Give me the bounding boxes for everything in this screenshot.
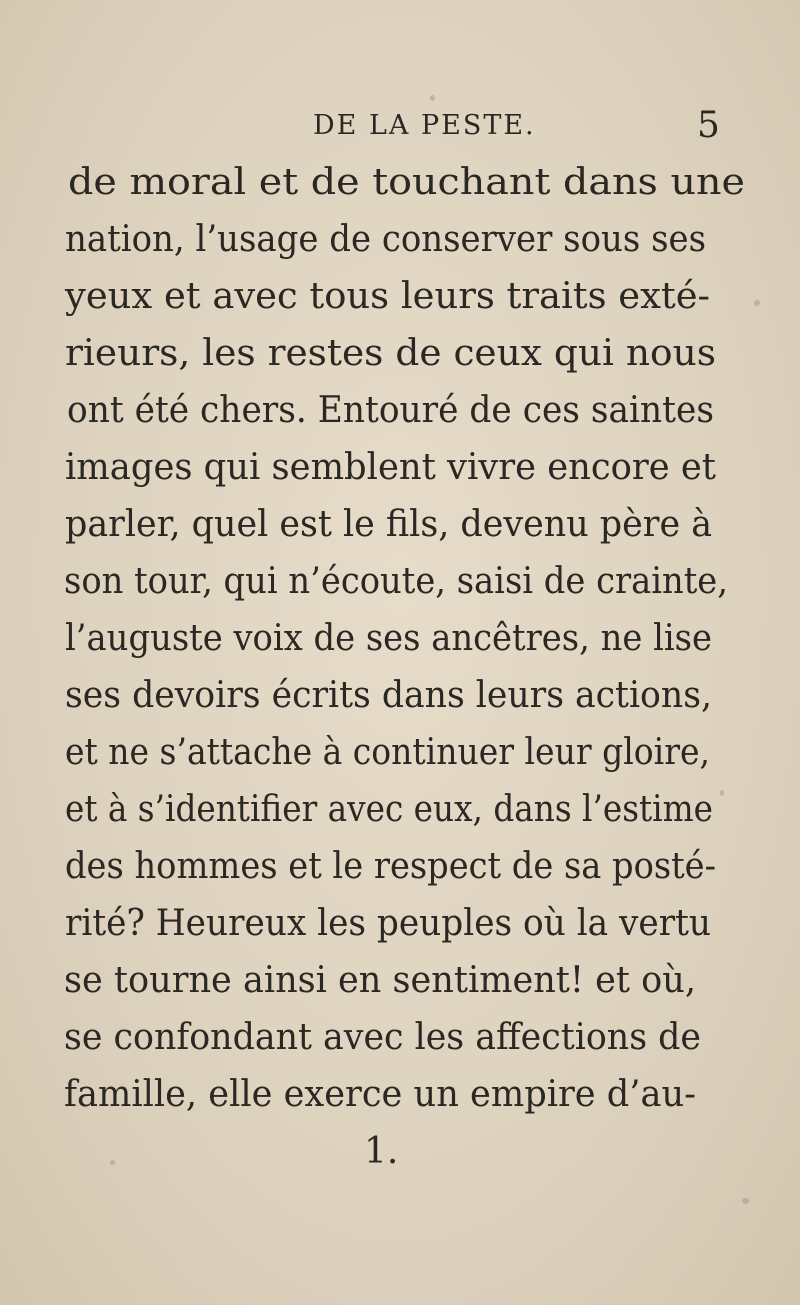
paper-speck	[720, 790, 724, 796]
paper-speck	[110, 1160, 115, 1165]
text-line: ont été chers. Entouré de ces saintes	[67, 390, 714, 431]
text-line: rieurs, les restes de ceux qui nous	[65, 333, 716, 374]
text-line: se tourne ainsi en sentiment! et où,	[64, 960, 696, 1001]
text-line: l’auguste voix de ses ancêtres, ne lise	[65, 618, 712, 659]
text-line: son tour, qui n’écoute, saisi de crainte,	[64, 561, 728, 602]
text-line: de moral et de touchant dans une	[68, 162, 745, 203]
text-line: ses devoirs écrits dans leurs actions,	[65, 675, 712, 716]
text-line: parler, quel est le fils, devenu père à	[65, 504, 712, 545]
text-line: se confondant avec les affections de	[64, 1017, 701, 1058]
text-line: et à s’identifier avec eux, dans l’estime	[65, 789, 713, 830]
text-line: famille, elle exerce un empire d’au-	[64, 1074, 696, 1115]
running-title: DE LA PESTE.	[313, 110, 536, 141]
text-line: nation, l’usage de conserver sous ses	[65, 219, 706, 260]
text-line: des hommes et le respect de sa posté-	[65, 846, 716, 887]
paper-speck	[742, 1198, 749, 1204]
text-line: images qui semblent vivre encore et	[65, 447, 716, 488]
text-line: rité? Heureux les peuples où la vertu	[65, 903, 711, 944]
paper-speck	[754, 300, 760, 306]
text-line: et ne s’attache à continuer leur gloire,	[65, 732, 710, 773]
running-head	[0, 106, 800, 146]
page-number: 5	[697, 105, 720, 146]
paper-speck	[430, 95, 435, 101]
text-line: yeux et avec tous leurs traits exté-	[65, 276, 710, 317]
signature-mark: 1.	[364, 1131, 399, 1172]
